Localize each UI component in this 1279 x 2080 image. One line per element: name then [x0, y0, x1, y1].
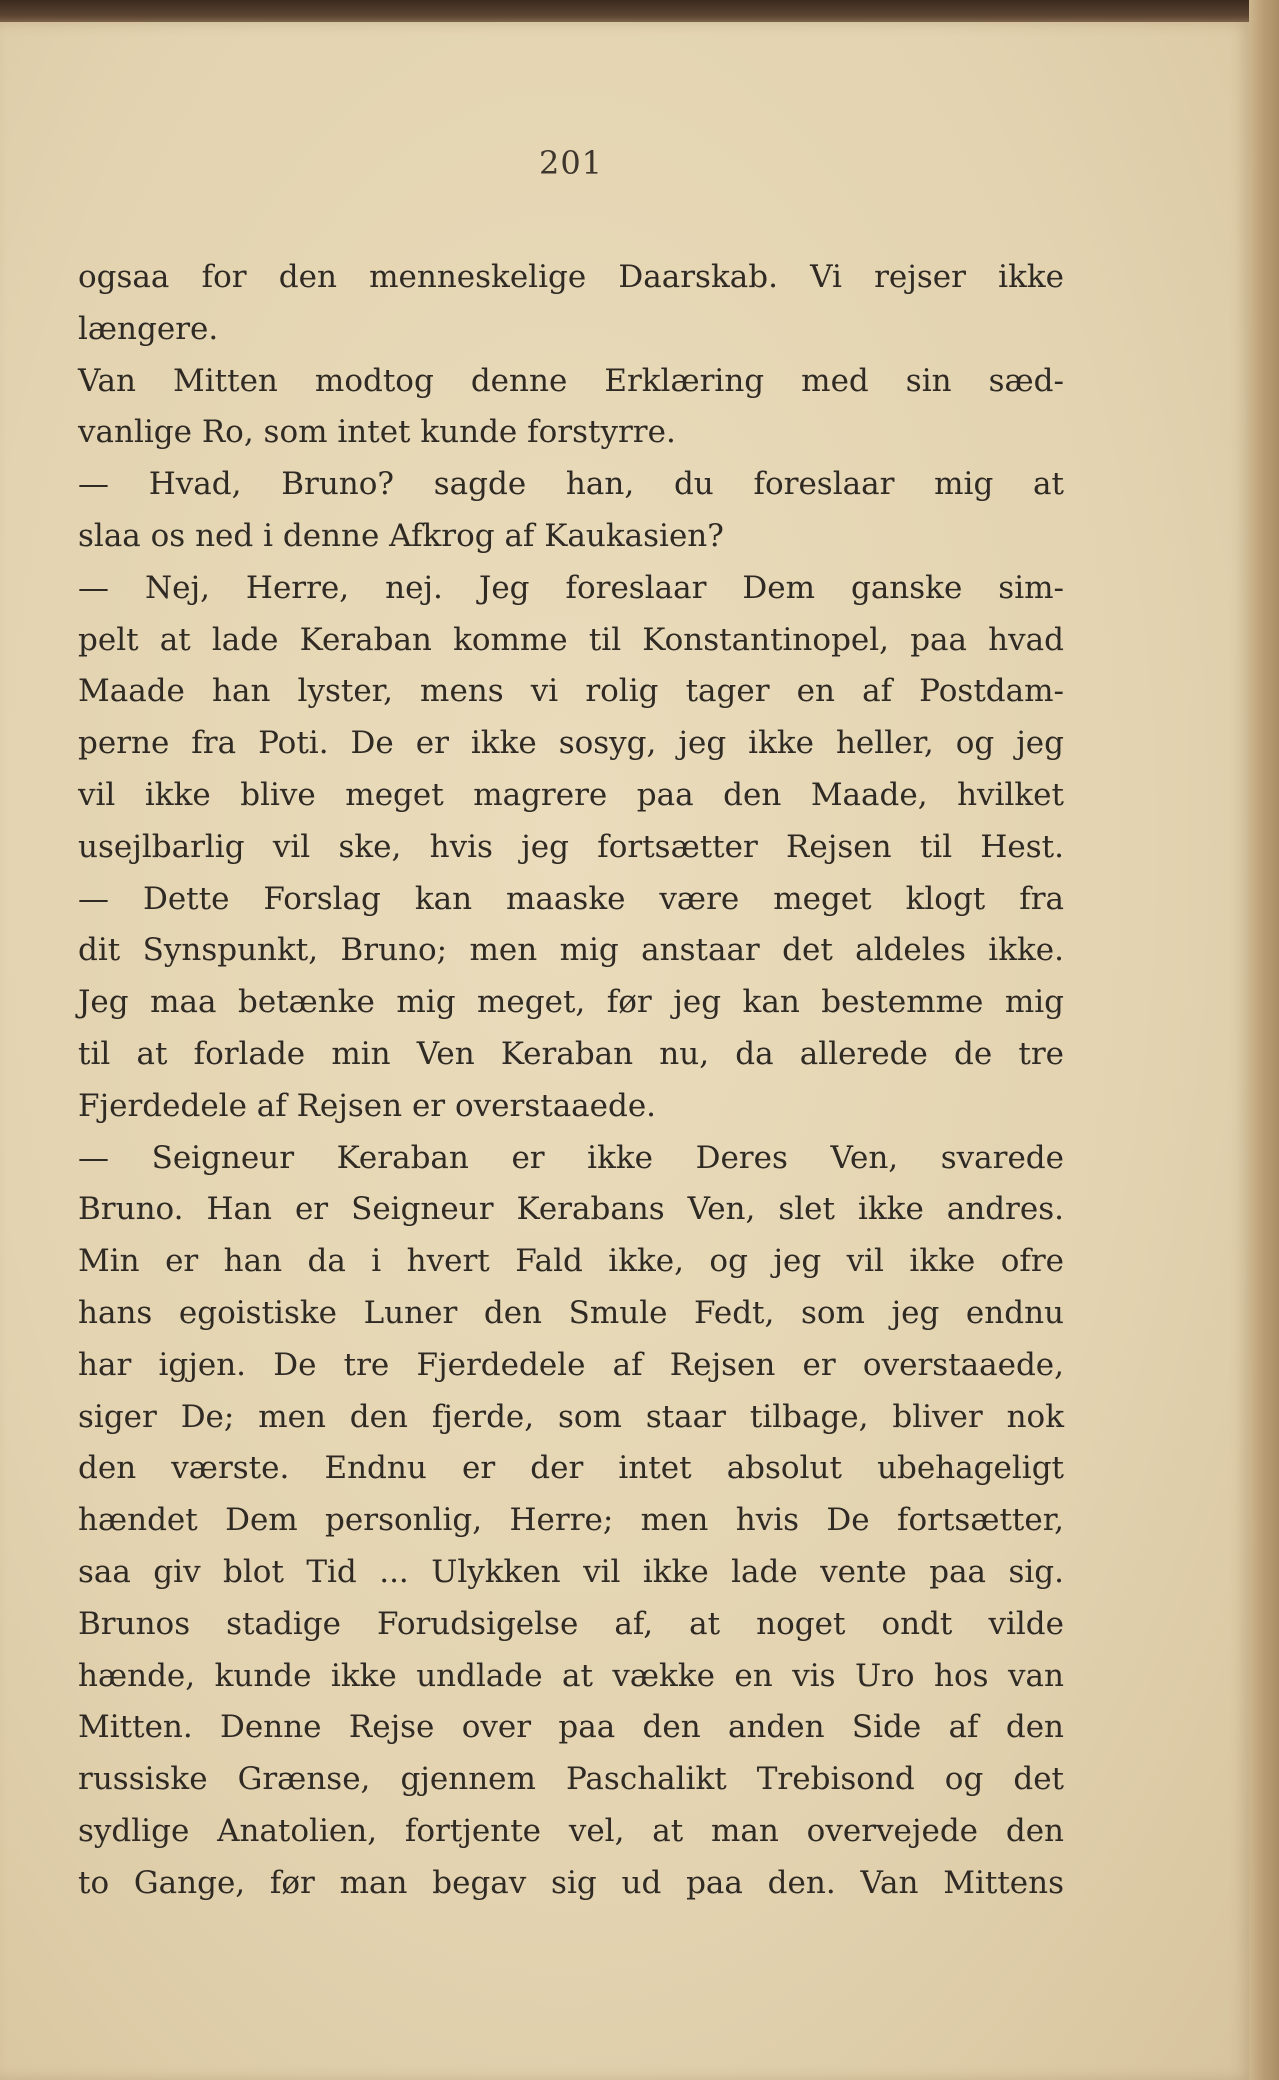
text-line: dit Synspunkt, Bruno; men mig anstaar det aldeles ikke.: [78, 932, 1064, 969]
text-line: hændet Dem personlig, Herre; men hvis De fortsætter,: [78, 1502, 1064, 1539]
text-line: — Seigneur Keraban er ikke Deres Ven, svarede: [78, 1139, 1064, 1176]
page-edge-shadow: [1249, 0, 1279, 2080]
text-line: Brunos stadige Forudsigelse af, at noget ondt vilde: [78, 1605, 1064, 1642]
text-line: saa giv blot Tid ... Ulykken vil ikke lade vente paa sig.: [78, 1553, 1064, 1590]
text-line: ogsaa for den menneskelige Daarskab. Vi rejser ikke: [78, 259, 1064, 295]
text-line: Maade han lyster, mens vi rolig tager en af Postdam-: [78, 673, 1064, 710]
text-line: Van Mitten modtog denne Erklæring med sin sæd-: [78, 362, 1064, 399]
book-page: [0, 22, 1252, 2080]
text-line: sydlige Anatolien, fortjente vel, at man overvejede den: [78, 1812, 1064, 1849]
text-line: pelt at lade Keraban komme til Konstantinopel, paa hvad: [78, 621, 1064, 658]
page-number: 201: [538, 144, 604, 182]
text-line: har igjen. De tre Fjerdedele af Rejsen er overstaaede,: [78, 1346, 1064, 1383]
text-line: to Gange, før man begav sig ud paa den. Van Mittens: [78, 1864, 1064, 1901]
text-line: længere.: [78, 310, 219, 347]
text-line: Fjerdedele af Rejsen er overstaaede.: [78, 1087, 657, 1124]
text-line: den værste. Endnu er der intet absolut ubehageligt: [78, 1450, 1064, 1487]
text-line: hans egoistiske Luner den Smule Fedt, som jeg endnu: [78, 1294, 1064, 1331]
text-line: perne fra Poti. De er ikke sosyg, jeg ikke heller, og jeg: [78, 725, 1064, 762]
text-line: slaa os ned i denne Afkrog af Kaukasien?: [78, 517, 724, 554]
text-line: vanlige Ro, som intet kunde forstyrre.: [78, 414, 676, 451]
text-line: Min er han da i hvert Fald ikke, og jeg vil ikke ofre: [78, 1243, 1064, 1280]
body-text: [78, 252, 1064, 1910]
text-line: vil ikke blive meget magrere paa den Maade, hvilket: [78, 776, 1064, 813]
text-line: Mitten. Denne Rejse over paa den anden Side af den: [78, 1709, 1064, 1746]
text-line: hænde, kunde ikke undlade at vække en vis Uro hos van: [78, 1657, 1064, 1694]
text-line: til at forlade min Ven Keraban nu, da allerede de tre: [78, 1035, 1064, 1072]
text-line: usejlbarlig vil ske, hvis jeg fortsætter Rejsen til Hest.: [78, 828, 1064, 865]
text-line: — Dette Forslag kan maaske være meget klogt fra: [78, 880, 1064, 917]
text-line: — Hvad, Bruno? sagde han, du foreslaar mig at: [78, 466, 1064, 503]
text-line: russiske Grænse, gjennem Paschalikt Trebisond og det: [78, 1761, 1064, 1798]
text-line: Jeg maa betænke mig meget, før jeg kan bestemme mig: [78, 984, 1064, 1021]
text-line: siger De; men den fjerde, som staar tilbage, bliver nok: [78, 1398, 1064, 1435]
text-line: — Nej, Herre, nej. Jeg foreslaar Dem ganske sim-: [78, 569, 1064, 606]
text-line: Bruno. Han er Seigneur Kerabans Ven, slet ikke andres.: [78, 1191, 1064, 1228]
